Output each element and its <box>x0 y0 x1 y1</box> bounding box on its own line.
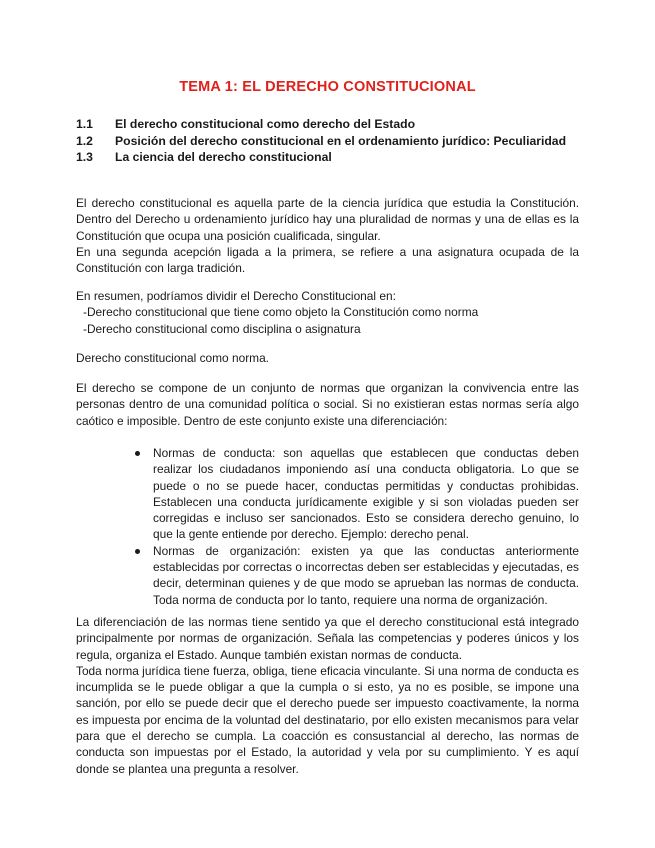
toc-item-number: 1.2 <box>76 133 93 148</box>
toc-item-text: Posición del derecho constitucional en el ordenamiento jurídico: Peculiaridad <box>115 133 567 148</box>
section-heading-text: Derecho constitucional como norma. <box>76 351 269 365</box>
list-item <box>134 445 579 543</box>
closing-paragraph: La diferenciación de las normas tiene sentido ya que el derecho constitucional está integrado principalmente por normas de organización. Señala las competencias y poderes únicos y los regula, organiza el Estado. Aunque también existan normas de conducta. <box>76 615 579 662</box>
summary-section <box>76 288 579 337</box>
bullet-icon <box>135 451 140 456</box>
toc-item-text: La ciencia del derecho constitucional <box>115 150 332 164</box>
summary-item: -Derecho constitucional como disciplina o asignatura <box>83 321 361 336</box>
closing-section <box>76 614 579 777</box>
bullet-icon <box>135 549 140 554</box>
intro-paragraph: En una segunda acepción ligada a la primera, se refiere a una asignatura ocupada de la Constitución con larga tradición. <box>76 244 579 276</box>
list-item-text: Normas de organización: existen ya que las conductas anteriormente establecidas por correctas o incorrectas deben ser establecidas y ejecutadas, es decir, determinan quienes y de que modo se aprueban las normas de conducta. Toda norma de conducta por lo tanto, requiere una norma de organización. <box>153 543 579 607</box>
norms-paragraph <box>76 380 579 429</box>
summary-lead: En resumen, podríamos dividir el Derecho Constitucional en: <box>76 289 396 303</box>
norms-paragraph-text: El derecho se compone de un conjunto de normas que organizan la convivencia entre las personas dentro de una comunidad política o social. Si no existieran estas normas sería algo caótico e imposible. Dentro de este conjunto existe una diferenciación: <box>76 381 579 428</box>
summary-item: -Derecho constitucional que tiene como objeto la Constitución como norma <box>83 305 479 320</box>
toc-item <box>76 133 596 150</box>
norm-types-list <box>134 445 579 608</box>
list-item <box>134 543 579 608</box>
toc-item-number: 1.1 <box>76 117 93 131</box>
intro-paragraph: El derecho constitucional es aquella parte de la ciencia jurídica que estudia la Constitución. Dentro del Derecho u ordenamiento jurídico hay una pluralidad de normas y una de ellas es la Constitución que ocupa una posición cualificada, singular. <box>76 196 579 243</box>
toc-item-text: El derecho constitucional como derecho del Estado <box>115 117 416 131</box>
section-heading <box>76 350 579 366</box>
list-item-text: Normas de conducta: son aquellas que establecen que conductas deben realizar los ciudadanos imponiendo así una conducta obligatoria. Lo que se puede o no se puede hacer, conductas permitidas y conductas prohibidas. Establecen una conducta jurídicamente exigible y si son violadas pueden ser corregidas e incluso ser sancionados. Esto se considera derecho genuino, lo que la gente entiende por derecho. Ejemplo: derecho penal. <box>153 446 579 542</box>
page-title: TEMA 1: EL DERECHO CONSTITUCIONAL <box>179 79 476 95</box>
closing-paragraph: Toda norma jurídica tiene fuerza, obliga, tiene eficacia vinculante. Si una norma de conducta es incumplida se le puede obligar a que la cumpla o si esto, ya no es posible, se impone una sanción, por ello se puede decir que el derecho puede ser impuesto coactivamente, la norma es impuesta por encima de la voluntad del destinatario, por ello existen mecanismos para velar para que el derecho se cumpla. La coacción es consustancial al derecho, las normas de conducta son impuestas por el Estado, la autoridad y vela por su cumplimiento. Y es aquí donde se plantea una pregunta a resolver. <box>76 663 579 776</box>
toc-item <box>76 149 596 166</box>
toc-item-number: 1.3 <box>76 150 93 164</box>
toc-item <box>76 116 596 133</box>
intro-section <box>76 195 579 276</box>
table-of-contents <box>76 116 596 166</box>
